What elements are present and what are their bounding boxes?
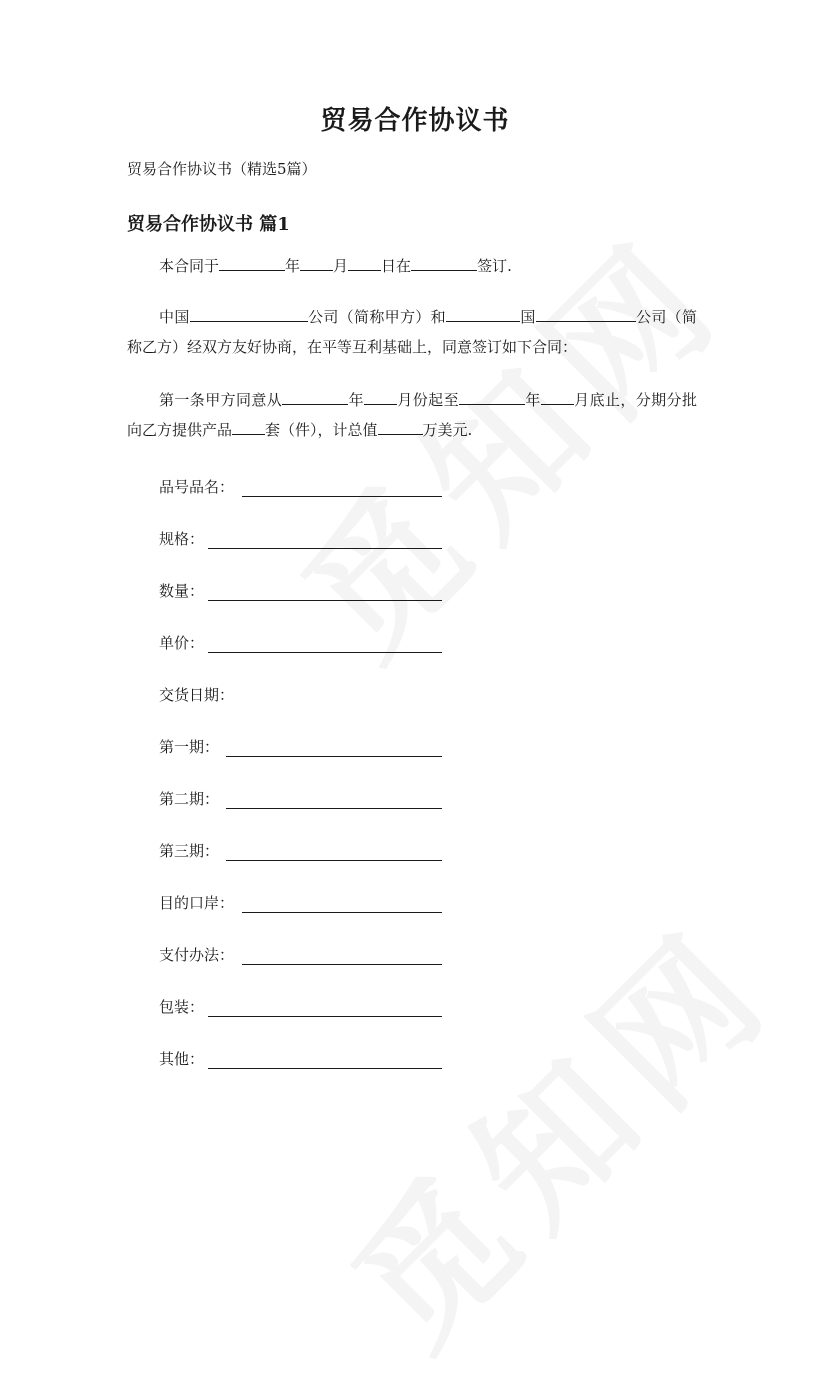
fill-blank-start-month bbox=[364, 388, 397, 405]
fill-blank-party-b bbox=[536, 305, 636, 322]
fill-blank-total-value bbox=[378, 418, 423, 435]
field-phase-three bbox=[159, 840, 219, 862]
fill-blank-quantity bbox=[232, 418, 265, 435]
paragraph-text: 月份起至 bbox=[396, 391, 459, 409]
field-packaging bbox=[159, 996, 204, 1018]
fill-line bbox=[208, 1068, 442, 1069]
fill-blank-party-a bbox=[190, 305, 308, 322]
field-payment-method bbox=[159, 944, 234, 966]
field-product-name bbox=[159, 476, 234, 498]
fill-blank-country bbox=[446, 305, 520, 322]
field-quantity bbox=[159, 580, 204, 602]
paragraph-text: 日在 bbox=[381, 257, 412, 275]
fill-line bbox=[242, 964, 442, 965]
field-destination-port bbox=[159, 892, 234, 914]
field-unit-price bbox=[159, 632, 204, 654]
paragraph-article-one bbox=[127, 385, 697, 445]
field-label: 目的口岸： bbox=[159, 894, 235, 912]
field-label: 支付办法： bbox=[159, 946, 235, 964]
field-delivery-date bbox=[159, 684, 234, 706]
paragraph-parties bbox=[127, 302, 697, 362]
fill-line bbox=[208, 600, 442, 601]
paragraph-text: 公司（简称乙方）经双方友好协商，在平等互利基础上，同意签订如下合同： bbox=[127, 308, 697, 356]
section-heading: 贸易合作协议书 篇1 bbox=[127, 214, 290, 235]
document-subtitle: 贸易合作协议书（精选5篇） bbox=[127, 160, 317, 178]
paragraph-text: 公司（简称甲方）和 bbox=[307, 308, 446, 326]
paragraph-text: 套（件），计总值 bbox=[265, 421, 378, 439]
field-phase-two bbox=[159, 788, 219, 810]
paragraph-text: 中国 bbox=[159, 308, 190, 326]
fill-blank-end-year bbox=[459, 388, 525, 405]
fill-line bbox=[242, 496, 442, 497]
fill-blank-month bbox=[300, 254, 333, 271]
paragraph-text: 第一条甲方同意从 bbox=[159, 391, 283, 409]
paragraph-text: 万美元. bbox=[422, 421, 473, 439]
paragraph-signing-date bbox=[127, 251, 697, 281]
fill-blank-day bbox=[348, 254, 381, 271]
field-label: 单价： bbox=[159, 634, 205, 652]
field-other bbox=[159, 1048, 204, 1070]
paragraph-text: 年 bbox=[285, 257, 301, 275]
field-label: 第二期： bbox=[159, 790, 220, 808]
field-label: 其他： bbox=[159, 1050, 205, 1068]
field-label: 数量： bbox=[159, 582, 205, 600]
paragraph-text: 月 bbox=[333, 257, 349, 275]
fill-blank-place bbox=[411, 254, 477, 271]
paragraph-text: 签订. bbox=[477, 257, 512, 275]
fill-line bbox=[226, 860, 442, 861]
fill-line bbox=[226, 808, 442, 809]
fill-blank-year bbox=[219, 254, 285, 271]
field-label: 品号品名： bbox=[159, 478, 235, 496]
document-title: 贸易合作协议书 bbox=[320, 106, 510, 136]
paragraph-text: 国 bbox=[519, 308, 536, 326]
paragraph-text: 年 bbox=[524, 391, 541, 409]
fill-blank-start-year bbox=[282, 388, 348, 405]
paragraph-text: 年 bbox=[348, 391, 364, 409]
field-label: 规格： bbox=[159, 530, 205, 548]
watermark bbox=[298, 871, 811, 1384]
fill-line bbox=[208, 652, 442, 653]
field-phase-one bbox=[159, 736, 219, 758]
fill-line bbox=[226, 756, 442, 757]
paragraph-text: 本合同于 bbox=[159, 257, 220, 275]
field-label: 第三期： bbox=[159, 842, 220, 860]
fill-line bbox=[208, 548, 442, 549]
field-specification bbox=[159, 528, 204, 550]
field-label: 包装： bbox=[159, 998, 205, 1016]
fill-blank-end-month bbox=[541, 388, 574, 405]
field-label: 第一期： bbox=[159, 738, 220, 756]
field-label: 交货日期： bbox=[159, 686, 235, 704]
fill-line bbox=[242, 912, 442, 913]
fill-line bbox=[208, 1016, 442, 1017]
paragraph-text: 月底止，分期分批向乙方提供产品 bbox=[127, 391, 697, 439]
